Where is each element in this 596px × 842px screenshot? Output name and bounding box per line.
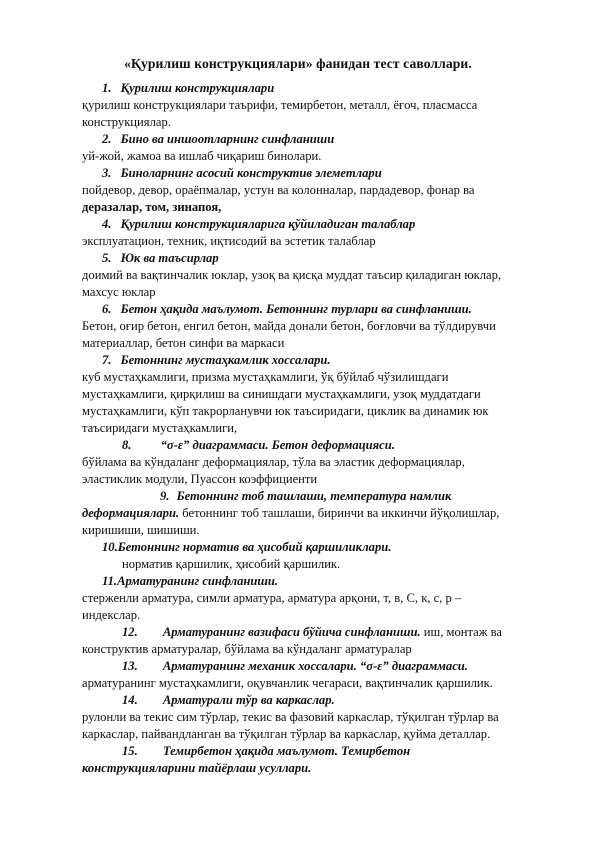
section-1-heading bbox=[82, 80, 566, 97]
section-body-inline: бетоннинг тоб ташлаши, биринчи ва иккинчи йўқолишлар, bbox=[179, 506, 500, 520]
section-10-heading bbox=[82, 539, 566, 556]
section-11-heading bbox=[82, 573, 566, 590]
page-title: «Қурилиш конструкциялари» фанидан тест саволлари. bbox=[124, 56, 472, 71]
section-number: 10. bbox=[102, 540, 118, 554]
section-8-heading bbox=[82, 437, 566, 454]
section-title: Арматурали тўр ва каркаслар. bbox=[162, 693, 335, 707]
section-4-body-line: эксплуатацион, техник, иқтисодий ва эстетик талаблар bbox=[82, 234, 376, 248]
section-7-body-line: куб мустаҳкамлиги, призма мустаҳкамлиги, ўқ бўйлаб чўзилишдаги bbox=[82, 370, 449, 384]
section-7-body-line: мустаҳкамлиги, кўп такрорланувчи юк таъсиридаги, циклик ва динамик юк bbox=[82, 404, 489, 418]
section-11-body-line: индекслар. bbox=[82, 608, 141, 622]
section-7-heading bbox=[82, 352, 566, 369]
section-3-body-bold: деразалар, том, зинапоя, bbox=[82, 200, 222, 214]
section-title: Темирбетон ҳақида маълумот. Темирбетон bbox=[162, 744, 411, 758]
section-14-heading bbox=[82, 692, 566, 709]
section-title: Қурилиш конструкциялари bbox=[120, 81, 275, 95]
section-6-heading bbox=[82, 301, 566, 318]
section-2-heading bbox=[82, 131, 566, 148]
section-number: 15. bbox=[122, 744, 138, 758]
section-number: 14. bbox=[122, 693, 138, 707]
section-title-continued: деформациялари. bbox=[82, 506, 180, 520]
section-number: 6. bbox=[102, 302, 112, 316]
section-15-title-continued: конструкцияларини тайёрлаш усуллари. bbox=[82, 761, 312, 775]
section-number: 8. bbox=[122, 438, 132, 452]
section-12-body-line: конструктив арматуралар, бўйлама ва кўндаланг арматуралар bbox=[82, 642, 412, 656]
section-7-body-line: мустаҳкамлиги, қирқилиш ва синишдаги мустаҳкамлиги, узоқ муддатдаги bbox=[82, 387, 481, 401]
section-9-heading bbox=[82, 488, 566, 505]
section-number: 1. bbox=[102, 81, 112, 95]
section-title: Юк ва таъсирлар bbox=[120, 251, 219, 265]
section-14-body-line: рулонли ва текис сим тўрлар, текис ва фазовий каркаслар, тўқилган тўрлар ва bbox=[82, 710, 499, 724]
section-6-body-line: материаллар, бетон синфи ва маркаси bbox=[82, 336, 285, 350]
section-title: Биноларнинг асосий конструктив элеметлари bbox=[120, 166, 382, 180]
section-title: Арматуранинг механик хоссалари. “σ-ε” диаграммаси. bbox=[162, 659, 468, 673]
section-14-body-line: каркаслар, пайвандланган ва тўқилган тўрлар ва каркаслар, қуйма деталлар. bbox=[82, 727, 491, 741]
section-number: 3. bbox=[102, 166, 112, 180]
section-title: Бино ва иншоотларнинг синфланиши bbox=[120, 132, 335, 146]
section-title: Арматуранинг вазифаси бўйича синфланиши. bbox=[162, 625, 421, 639]
section-5-heading bbox=[82, 250, 566, 267]
section-13-body-line: арматуранинг мустаҳкамлиги, оқувчанлик чегараси, вақтинчалик қаршилик. bbox=[82, 676, 493, 690]
section-11-body-line: стерженли арматура, симли арматура, арматура арқони, т, в, С, к, с, р – bbox=[82, 591, 462, 605]
section-13-heading bbox=[82, 658, 566, 675]
section-12-heading bbox=[82, 624, 566, 641]
section-number: 5. bbox=[102, 251, 112, 265]
section-7-body-line: таъсиридаги мустаҳкамлиги, bbox=[82, 421, 238, 435]
section-number: 7. bbox=[102, 353, 112, 367]
section-3-heading bbox=[82, 165, 566, 182]
section-2-body-line: уй-жой, жамоа ва ишлаб чиқариш бинолари. bbox=[82, 149, 322, 163]
section-9-body-line: киришиши, шишиши. bbox=[82, 523, 200, 537]
section-8-body-line: бўйлама ва кўндаланг деформациялар, тўла ва эластик деформациялар, bbox=[82, 455, 465, 469]
section-6-body-line: Бетон, оғир бетон, енгил бетон, майда донали бетон, боғловчи ва тўлдирувчи bbox=[82, 319, 496, 333]
section-4-heading bbox=[82, 216, 566, 233]
section-title: Арматуранинг синфланиши. bbox=[117, 574, 279, 588]
section-number: 12. bbox=[122, 625, 138, 639]
section-title: Бетон ҳақида маълумот. Бетоннинг турлари ва синфланиши. bbox=[120, 302, 472, 316]
section-title: Қурилиш конструкцияларига қўйиладиган талаблар bbox=[120, 217, 416, 231]
section-number: 9. bbox=[160, 489, 170, 503]
section-title: “σ-ε” диаграммаси. Бетон деформацияси. bbox=[160, 438, 395, 452]
section-5-body-line: доимий ва вақтинчалик юклар, узоқ ва қисқа муддат таъсир қиладиган юклар, bbox=[82, 268, 502, 282]
section-3-body-line: пойдевор, девор, ораёпмалар, устун ва колонналар, пардадевор, фонар ва bbox=[82, 183, 475, 197]
section-1-body-line: қурилиш конструкциялари таърифи, темирбетон, металл, ёғоч, пласмасса bbox=[82, 98, 478, 112]
section-number: 2. bbox=[102, 132, 112, 146]
section-number: 11. bbox=[102, 574, 118, 588]
section-1-body-line: конструкциялар. bbox=[82, 115, 171, 129]
section-5-body-line: махсус юклар bbox=[82, 285, 156, 299]
section-number: 4. bbox=[102, 217, 112, 231]
section-15-heading bbox=[82, 743, 566, 760]
section-title: Бетоннинг мустаҳкамлик хоссалари. bbox=[120, 353, 331, 367]
section-body-inline: иш, монтаж ва bbox=[420, 625, 502, 639]
section-title: Бетоннинг тоб ташлаши, температура намлик bbox=[176, 489, 452, 503]
section-8-body-line: эластиклик модули, Пуассон коэффициенти bbox=[82, 472, 318, 486]
section-number: 13. bbox=[122, 659, 138, 673]
section-title: Бетоннинг норматив ва ҳисобий қаршиликлари. bbox=[117, 540, 392, 554]
section-9-continued bbox=[82, 505, 566, 522]
section-10-body-line: норматив қаршилик, ҳисобий қаршилик. bbox=[122, 557, 341, 571]
